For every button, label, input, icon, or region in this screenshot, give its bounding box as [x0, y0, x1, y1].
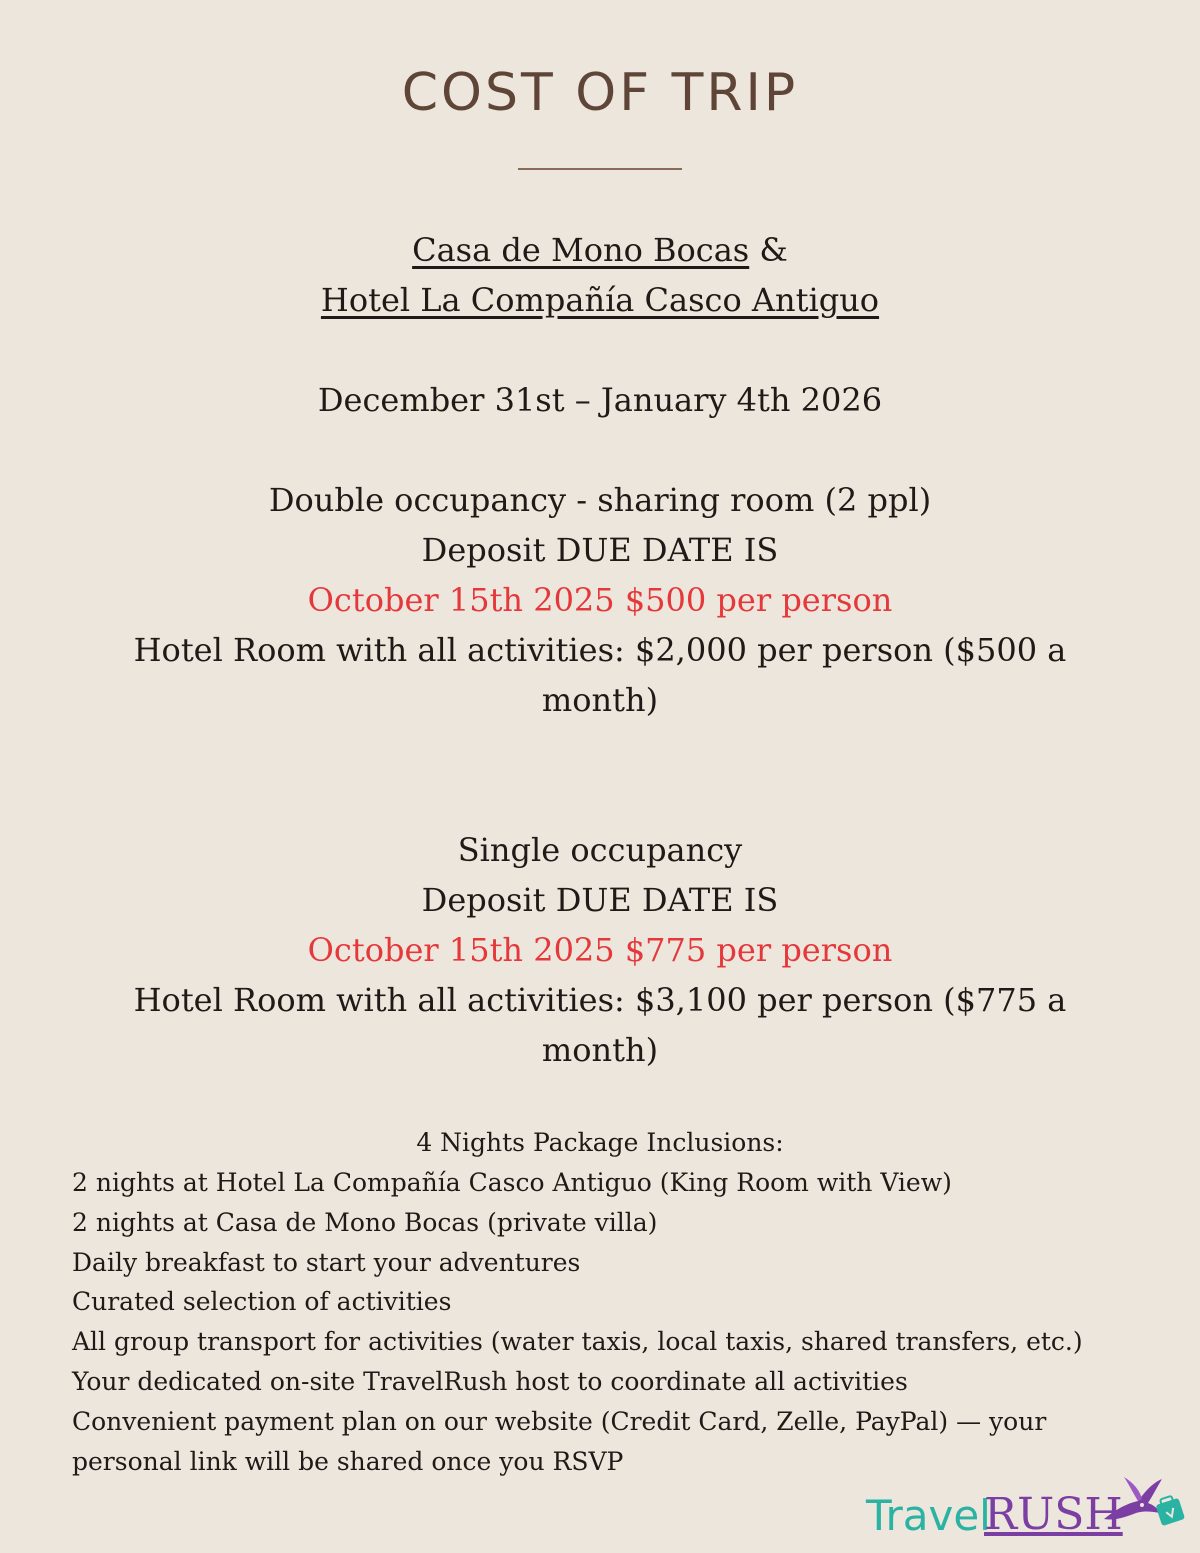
logo-text-travel: Travel [866, 1491, 991, 1540]
list-item: 2 nights at Casa de Mono Bocas (private villa) [72, 1207, 658, 1237]
double-deposit-info: October 15th 2025 $500 per person [307, 581, 893, 619]
double-deposit-label: Deposit DUE DATE IS [421, 531, 779, 569]
list-item: Curated selection of activities [72, 1287, 452, 1317]
list-item: Convenient payment plan on our website (Credit Card, Zelle, PayPal) — your [72, 1406, 1047, 1436]
double-price-line-2: month) [541, 681, 659, 719]
list-item: personal link will be shared once you RSVP [72, 1446, 624, 1476]
hotel-names [90, 225, 1110, 325]
single-price-line-2: month) [541, 1031, 659, 1069]
single-price-line-1: Hotel Room with all activities: $3,100 per person ($775 a [133, 981, 1067, 1019]
single-deposit-info: October 15th 2025 $775 per person [307, 931, 893, 969]
double-occupancy-section [90, 475, 1110, 725]
single-heading: Single occupancy [457, 831, 743, 869]
single-deposit-label: Deposit DUE DATE IS [421, 881, 779, 919]
inclusions-list [72, 1163, 1132, 1481]
page-title: COST OF TRIP [401, 63, 799, 123]
list-item: All group transport for activities (water taxis, local taxis, shared transfers, etc.) [72, 1327, 1083, 1357]
list-item: Your dedicated on-site TravelRush host to coordinate all activities [72, 1366, 908, 1396]
list-item: Daily breakfast to start your adventures [72, 1247, 581, 1277]
ampersand: & [749, 231, 788, 269]
hotel-1-link[interactable]: Casa de Mono Bocas [412, 231, 750, 269]
hotel-line-1 [90, 225, 1110, 275]
title-divider [518, 168, 682, 170]
trip-dates: December 31st – January 4th 2026 [317, 381, 883, 419]
double-heading: Double occupancy - sharing room (2 ppl) [268, 481, 932, 519]
hummingbird-icon [1098, 1475, 1186, 1535]
single-occupancy-section [90, 825, 1110, 1075]
double-price-line-1: Hotel Room with all activities: $2,000 per person ($500 a [133, 631, 1067, 669]
hotel-2-link[interactable]: Hotel La Compañía Casco Antiguo [320, 281, 880, 319]
list-item: 2 nights at Hotel La Compañía Casco Antiguo (King Room with View) [72, 1168, 952, 1197]
hotel-line-2 [90, 275, 1110, 325]
inclusions-heading: 4 Nights Package Inclusions: [416, 1128, 784, 1157]
travelrush-logo [866, 1475, 1186, 1545]
logo-text-rush: RUSH [984, 1489, 1123, 1540]
